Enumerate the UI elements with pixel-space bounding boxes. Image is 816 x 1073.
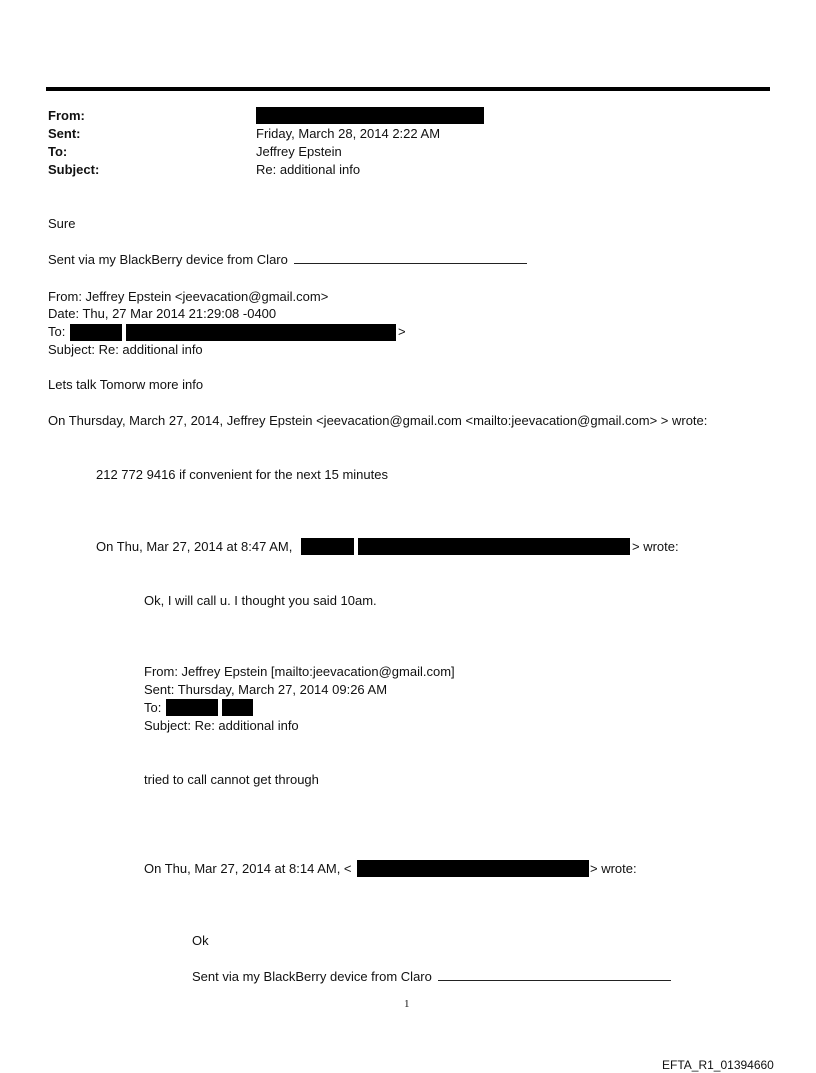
quoted-sent: Sent: Thursday, March 27, 2014 09:26 AM	[144, 682, 388, 697]
wrote-line-prefix: On Thu, Mar 27, 2014 at 8:14 AM, <	[144, 861, 352, 876]
redacted-name	[301, 538, 354, 555]
signature-text: Sent via my BlackBerry device from Claro	[48, 252, 288, 267]
page-number: 1	[404, 998, 410, 1010]
redacted-recipient-name	[70, 324, 122, 341]
reply-text: Sure	[48, 216, 76, 231]
sent-label: Sent:	[48, 126, 81, 141]
to-value: Jeffrey Epstein	[256, 144, 342, 159]
header-rule	[46, 87, 770, 91]
wrote-line-suffix: > wrote:	[632, 539, 679, 554]
message-text: Ok, I will call u. I thought you said 10am.	[144, 593, 377, 608]
redacted-sender	[256, 107, 484, 124]
message-text: Lets talk Tomorw more info	[48, 377, 204, 392]
signature-underline	[438, 970, 671, 981]
to-label: To:	[48, 144, 68, 159]
wrote-line-suffix: > wrote:	[590, 861, 637, 876]
redacted-email	[358, 538, 630, 555]
quoted-from: From: Jeffrey Epstein [mailto:jeevacation@gmail.com]	[144, 664, 455, 679]
wrote-line-prefix: On Thu, Mar 27, 2014 at 8:47 AM,	[96, 539, 293, 554]
message-text: Ok	[192, 933, 209, 948]
subject-value: Re: additional info	[256, 162, 361, 177]
subject-label: Subject:	[48, 162, 100, 177]
from-label: From:	[48, 108, 85, 123]
message-text: 212 772 9416 if convenient for the next 15 minutes	[96, 467, 388, 482]
redacted-recipient-email	[222, 699, 253, 716]
quoted-from: From: Jeffrey Epstein <jeevacation@gmail.com>	[48, 289, 329, 304]
quoted-to: To:	[48, 324, 66, 339]
message-text: tried to call cannot get through	[144, 772, 319, 787]
signature-underline	[294, 253, 527, 264]
quoted-to: To:	[144, 700, 162, 715]
wrote-line: On Thursday, March 27, 2014, Jeffrey Epstein <jeevacation@gmail.com <mailto:jeevacation@gmail.com> > wrote:	[48, 413, 708, 428]
signature-text: Sent via my BlackBerry device from Claro	[192, 969, 432, 984]
quoted-subject: Subject: Re: additional info	[144, 718, 299, 733]
redacted-recipient-name	[166, 699, 218, 716]
signature-line	[192, 969, 671, 985]
quoted-to-suffix: >	[398, 324, 406, 339]
redacted-recipient-email	[126, 324, 396, 341]
document-id: EFTA_R1_01394660	[662, 1058, 774, 1072]
sent-value: Friday, March 28, 2014 2:22 AM	[256, 126, 441, 141]
redacted-email	[357, 860, 589, 877]
signature-line	[48, 252, 527, 268]
quoted-date: Date: Thu, 27 Mar 2014 21:29:08 -0400	[48, 306, 277, 321]
quoted-subject: Subject: Re: additional info	[48, 342, 203, 357]
